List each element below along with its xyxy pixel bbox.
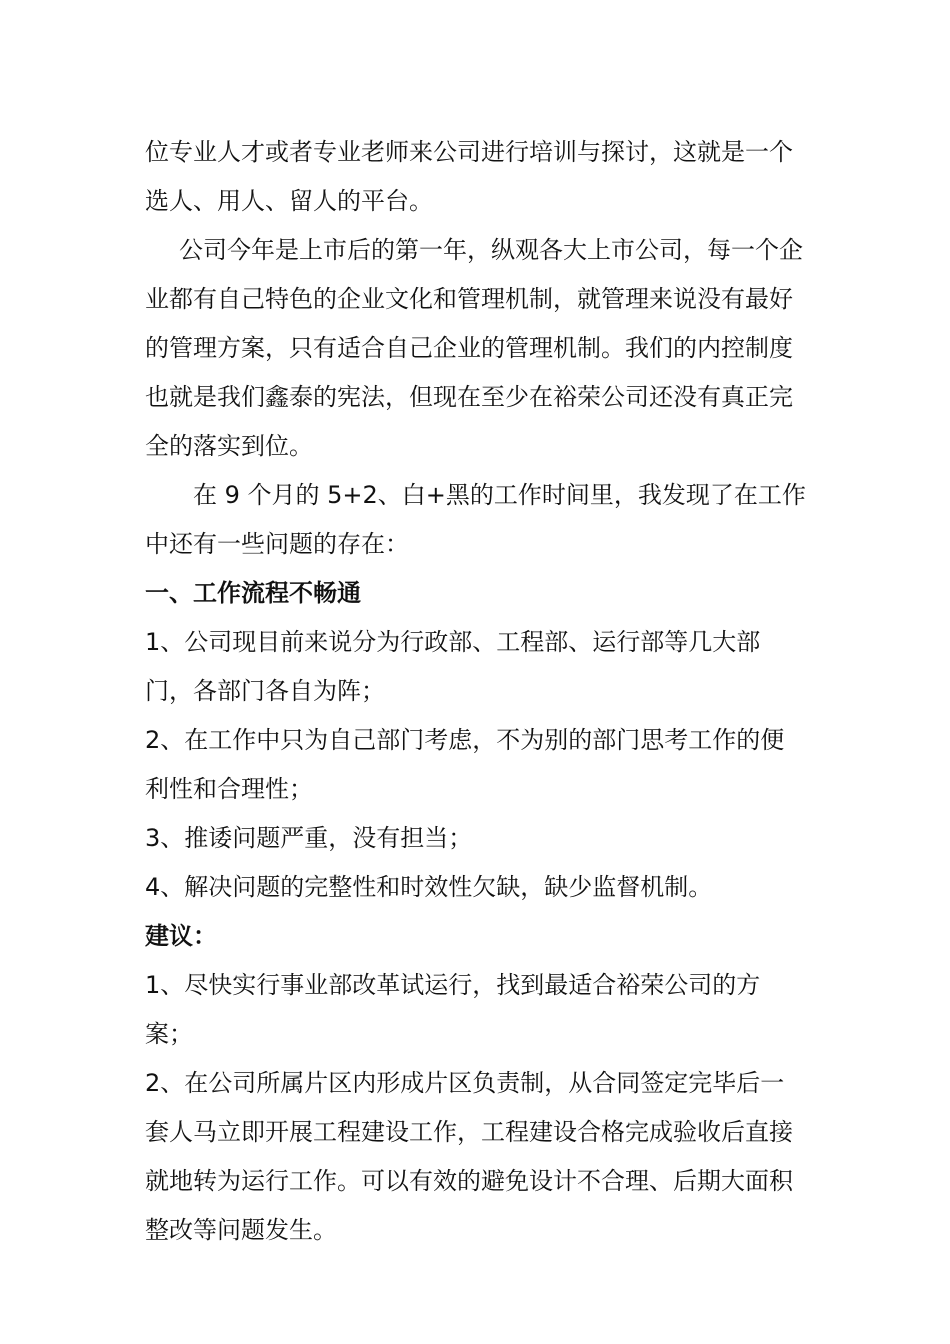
- section-heading-suggestions: 建议：: [145, 922, 217, 950]
- list-item-suggestion-1: 1、尽快实行事业部改革试运行，找到最适合裕荣公司的方案；: [145, 971, 761, 1048]
- paragraph-continuation: 位专业人才或者专业老师来公司进行培训与探讨，这就是一个选人、用人、留人的平台。: [145, 138, 793, 215]
- list-item-problem-2: 2、在工作中只为自己部门考虑，不为别的部门思考工作的便利性和合理性；: [145, 726, 785, 803]
- list-item-problem-1: 1、公司现目前来说分为行政部、工程部、运行部等几大部门，各部门各自为阵；: [145, 628, 761, 705]
- paragraph-problems-intro: 在 9 个月的 5+2、白+黑的工作时间里，我发现了在工作中还有一些问题的存在：: [145, 481, 806, 558]
- list-item-problem-4: 4、解决问题的完整性和时效性欠缺，缺少监督机制。: [145, 873, 713, 901]
- list-item-suggestion-2: 2、在公司所属片区内形成片区负责制，从合同签定完毕后一套人马立即开展工程建设工作，工程建设合格完成验收后直接就地转为运行工作。可以有效的避免设计不合理、后期大面积整改等问题发生。: [145, 1069, 793, 1244]
- list-item-problem-3: 3、推诿问题严重，没有担当；: [145, 824, 473, 852]
- section-heading-workflow: 一、工作流程不畅通: [145, 579, 361, 607]
- paragraph-listing-intro: 公司今年是上市后的第一年，纵观各大上市公司，每一个企业都有自己特色的企业文化和管理机制，就管理来说没有最好的管理方案，只有适合自己企业的管理机制。我们的内控制度也就是我们鑫泰的宪法，但现在至少在裕荣公司还没有真正完全的落实到位。: [145, 236, 803, 460]
- document-body: [145, 128, 807, 1255]
